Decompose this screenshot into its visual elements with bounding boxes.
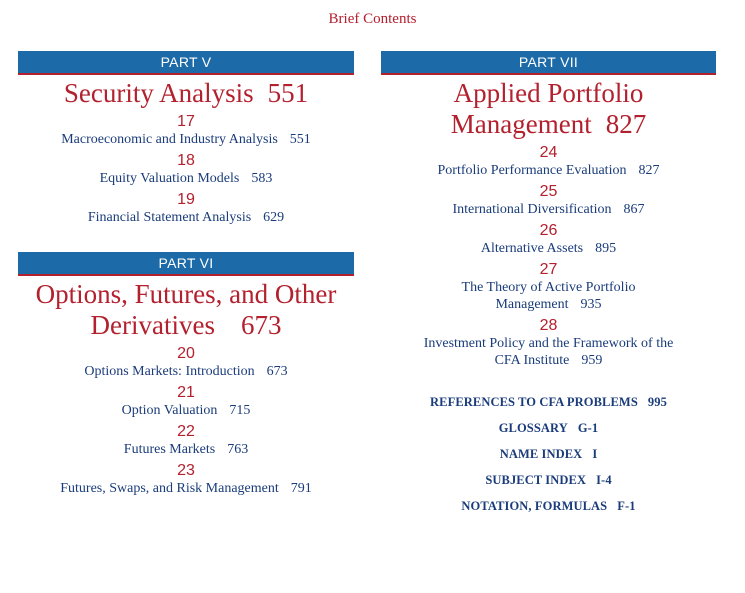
chapter-title-line: Investment Policy and the Framework of the (423, 336, 674, 351)
part-title[interactable] (18, 78, 354, 109)
chapter-title: Equity Valuation Models (99, 171, 240, 186)
part-title-line: Derivatives (90, 310, 215, 340)
chapter-page: 763 (227, 442, 249, 457)
chapter-number: 27 (539, 261, 558, 278)
part-title[interactable] (381, 78, 716, 140)
chapter-title: Options Markets: Introduction (84, 364, 255, 379)
part-title-line: Options, Futures, and Other (35, 279, 337, 309)
part-title-page: 673 (240, 310, 282, 340)
part-title-page: 551 (267, 78, 309, 108)
backmatter-list (381, 389, 716, 519)
chapter-page: 895 (595, 241, 617, 256)
chapter-number: 26 (539, 222, 558, 239)
chapter-number: 21 (177, 384, 195, 401)
part-title-text: Security Analysis (63, 78, 254, 108)
backmatter-label: NAME INDEX (499, 447, 583, 461)
chapter-number: 20 (177, 345, 195, 362)
backmatter-label: SUBJECT INDEX (485, 473, 587, 487)
chapter-entry[interactable] (381, 183, 716, 218)
chapter-entry[interactable] (381, 261, 716, 313)
chapter-page: 583 (251, 171, 273, 186)
chapter-number: 22 (177, 423, 195, 440)
chapter-entry[interactable] (381, 144, 716, 179)
chapter-page: 935 (580, 297, 602, 312)
chapter-title-line: The Theory of Active Portfolio (461, 280, 636, 295)
chapter-title: Financial Statement Analysis (87, 210, 252, 225)
chapter-entry[interactable] (18, 345, 354, 380)
chapter-title: Macroeconomic and Industry Analysis (61, 132, 278, 147)
chapter-page: 715 (229, 403, 251, 418)
part-title-line: Applied Portfolio (453, 78, 644, 108)
chapter-title: Futures, Swaps, and Risk Management (60, 481, 279, 496)
part-section-vii (381, 51, 716, 369)
chapter-number: 24 (539, 144, 558, 161)
chapter-number: 17 (177, 113, 195, 130)
backmatter-label: NOTATION, FORMULAS (461, 499, 608, 513)
chapter-entry[interactable] (18, 384, 354, 419)
chapter-entry[interactable] (18, 191, 354, 226)
backmatter-page: 995 (647, 395, 667, 409)
chapter-entry[interactable] (18, 152, 354, 187)
part-title[interactable] (18, 279, 354, 341)
backmatter-item[interactable] (381, 415, 716, 441)
chapter-page: 867 (623, 202, 645, 217)
part-title-page: 827 (605, 109, 647, 139)
chapter-page: 827 (638, 163, 660, 178)
part-section-v (18, 51, 354, 226)
chapter-title: Portfolio Performance Evaluation (437, 163, 627, 178)
backmatter-label: GLOSSARY (498, 421, 568, 435)
chapter-number: 18 (177, 152, 195, 169)
chapter-title-line: Management (495, 297, 569, 312)
chapter-entry[interactable] (381, 317, 716, 369)
chapter-page: 629 (263, 210, 285, 225)
backmatter-item[interactable] (381, 467, 716, 493)
chapter-page: 791 (290, 481, 312, 496)
backmatter-item[interactable] (381, 441, 716, 467)
chapter-title: Futures Markets (123, 442, 216, 457)
left-column (18, 51, 354, 497)
chapter-number: 28 (539, 317, 558, 334)
page-title: Brief Contents (328, 11, 417, 27)
part-title-line: Management (450, 109, 592, 139)
chapter-number: 19 (177, 191, 195, 208)
part-label-bar: PART V (18, 51, 354, 75)
backmatter-page: F-1 (617, 499, 636, 513)
backmatter-label: REFERENCES TO CFA PROBLEMS (430, 395, 638, 409)
part-label-bar: PART VII (381, 51, 716, 75)
chapter-title: International Diversification (452, 202, 612, 217)
chapter-entry[interactable] (18, 423, 354, 458)
chapter-title: Option Valuation (121, 403, 218, 418)
chapter-page: 673 (266, 364, 288, 379)
chapter-page: 959 (581, 353, 603, 368)
right-column (381, 51, 716, 519)
chapter-number: 25 (539, 183, 558, 200)
chapter-entry[interactable] (18, 462, 354, 497)
chapter-entry[interactable] (381, 222, 716, 257)
part-label-bar: PART VI (18, 252, 354, 276)
part-section-vi (18, 252, 354, 497)
chapter-page: 551 (289, 132, 311, 147)
chapter-title: Alternative Assets (480, 241, 584, 256)
chapter-entry[interactable] (18, 113, 354, 148)
backmatter-item[interactable] (381, 493, 716, 519)
backmatter-item[interactable] (381, 389, 716, 415)
backmatter-page: G-1 (577, 421, 599, 435)
backmatter-page: I (592, 447, 598, 461)
backmatter-page: I-4 (596, 473, 612, 487)
chapter-number: 23 (177, 462, 195, 479)
chapter-title-line: CFA Institute (494, 353, 570, 368)
